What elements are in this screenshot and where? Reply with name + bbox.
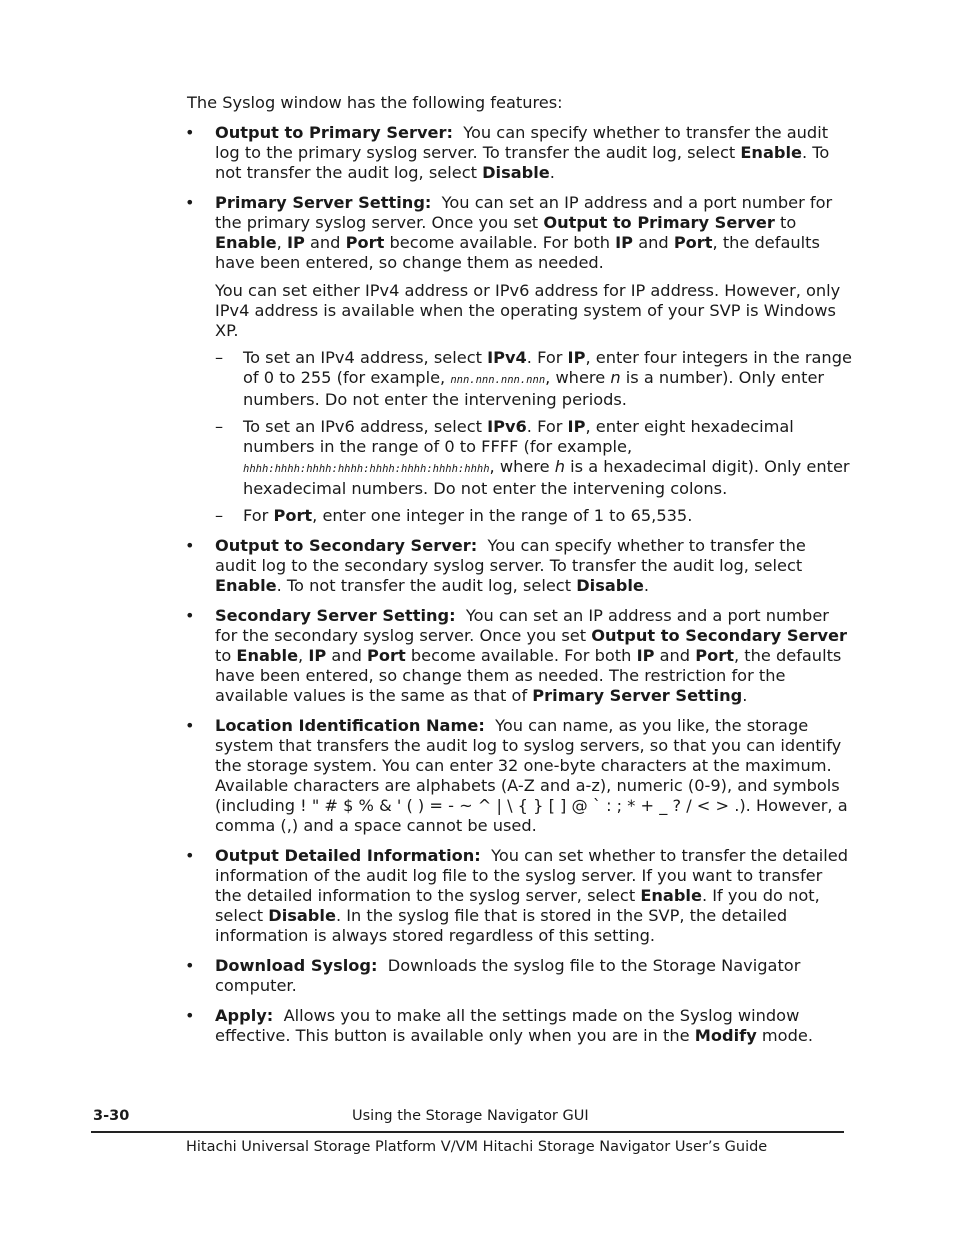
bullet-marker: • xyxy=(185,606,195,625)
bullet-marker: • xyxy=(185,1006,195,1025)
feature-primary-server-setting xyxy=(187,193,852,526)
feature-output-secondary-server xyxy=(187,536,852,596)
feature-description: Output Detailed Information: You can set whether to transfer the detailed information of the audit log file to the syslog server. If you want to transfer the detailed information to the syslog server, select Enable. If you do not, select Disable. In the syslog file that is stored in the SVP, the detailed information is always stored regardless of this setting. xyxy=(215,846,848,945)
main-content xyxy=(187,93,852,1056)
page-number: 3-30 xyxy=(93,1108,130,1124)
feature-description: Output to Secondary Server: You can specify whether to transfer the audit log to the secondary syslog server. To transfer the audit log, select Enable. To not transfer the audit log, select Disable. xyxy=(215,536,806,595)
ipv4-format-code: nnn.nnn.nnn.nnn xyxy=(450,374,546,386)
dash-marker: – xyxy=(215,417,224,436)
feature-term: Location Identification Name: xyxy=(215,716,485,735)
feature-secondary-server-setting xyxy=(187,606,852,706)
feature-term: Output to Primary Server: xyxy=(215,123,453,142)
page-footer xyxy=(93,1108,844,1128)
port-instruction: – For Port, enter one integer in the range of 1 to 65,535. xyxy=(215,506,693,525)
ipv6-format-code: hhhh:hhhh:hhhh:hhhh:hhhh:hhhh:hhhh:hhhh xyxy=(243,463,490,475)
feature-description: Download Syslog: Downloads the syslog file to the Storage Navigator computer. xyxy=(215,956,801,995)
bullet-marker: • xyxy=(185,846,195,865)
feature-description: Apply: Allows you to make all the settings made on the Syslog window effective. This button is available only when you are in the Modify mode. xyxy=(215,1006,813,1045)
bullet-marker: • xyxy=(185,956,195,975)
feature-description: Primary Server Setting: You can set an IP address and a port number for the primary syslog server. Once you set Output to Primary Server to Enable, IP and Port become available. For both IP and Port, the defaults have been entered, so change them as needed. xyxy=(215,193,833,272)
bullet-marker: • xyxy=(185,193,195,212)
bullet-marker: • xyxy=(185,123,195,142)
feature-term: Primary Server Setting: xyxy=(215,193,432,212)
dash-marker: – xyxy=(215,348,224,367)
feature-term: Secondary Server Setting: xyxy=(215,606,456,625)
feature-description: Secondary Server Setting: You can set an IP address and a port number for the secondary syslog server. Once you set Output to Secondary Server to Enable, IP and Port become available. For both IP and Port, the defaults have been entered, so change them as needed. The restriction for the available values is the same as that of Primary Server Setting. xyxy=(215,606,847,705)
feature-output-primary-server xyxy=(187,123,852,183)
guide-title: Hitachi Universal Storage Platform V/VM Hitachi Storage Navigator User’s Guide xyxy=(186,1139,768,1155)
feature-apply xyxy=(187,1006,852,1046)
feature-location-identification-name xyxy=(187,716,852,836)
feature-term: Output Detailed Information: xyxy=(215,846,481,865)
feature-term: Download Syslog: xyxy=(215,956,378,975)
feature-term: Output to Secondary Server: xyxy=(215,536,478,555)
ipv4-instruction: – To set an IPv4 address, select IPv4. For IP, enter four integers in the range of 0 to 255 (for example, nnn.nnn.nnn.nnn, where n is a number). Only enter numbers. Do not enter the intervening periods. xyxy=(215,348,852,409)
ip-address-note: You can set either IPv4 address or IPv6 address for IP address. However, only IPv4 address is available when the operating system of your SVP is Windows XP. xyxy=(215,281,841,340)
bullet-marker: • xyxy=(185,716,195,735)
dash-marker: – xyxy=(215,506,224,525)
feature-description: Output to Primary Server: You can specify whether to transfer the audit log to the primary syslog server. To transfer the audit log, select Enable. To not transfer the audit log, select Disable. xyxy=(215,123,830,182)
ipv6-instruction: – To set an IPv6 address, select IPv6. For IP, enter eight hexadecimal numbers in the range of 0 to FFFF (for example, hhhh:hhhh:hhhh:hhhh:hhhh:hhhh:hhhh:hhhh, where h is a hexadecimal digit). Only enter hexadecimal numbers. Do not enter the intervening colons. xyxy=(215,417,850,498)
feature-output-detailed-information xyxy=(187,846,852,946)
feature-term: Apply: xyxy=(215,1006,274,1025)
running-head: Using the Storage Navigator GUI xyxy=(352,1108,589,1124)
feature-description: Location Identification Name: You can name, as you like, the storage system that transfers the audit log to syslog servers, so that you can identify the storage system. You can enter 32 one-byte characters at the maximum. Available characters are alphabets (A-Z and a-z), numeric (0-9), and symbols (including ! " # $ % & ' ( ) = - ~ ^ | \ { } [ ] @ ` : ; * + _ ? / < > .). However, a comma (,) and a space cannot be used. xyxy=(215,716,848,835)
footer-rule xyxy=(91,1131,844,1133)
intro-paragraph: The Syslog window has the following features: xyxy=(187,93,563,112)
bullet-marker: • xyxy=(185,536,195,555)
feature-download-syslog xyxy=(187,956,852,996)
